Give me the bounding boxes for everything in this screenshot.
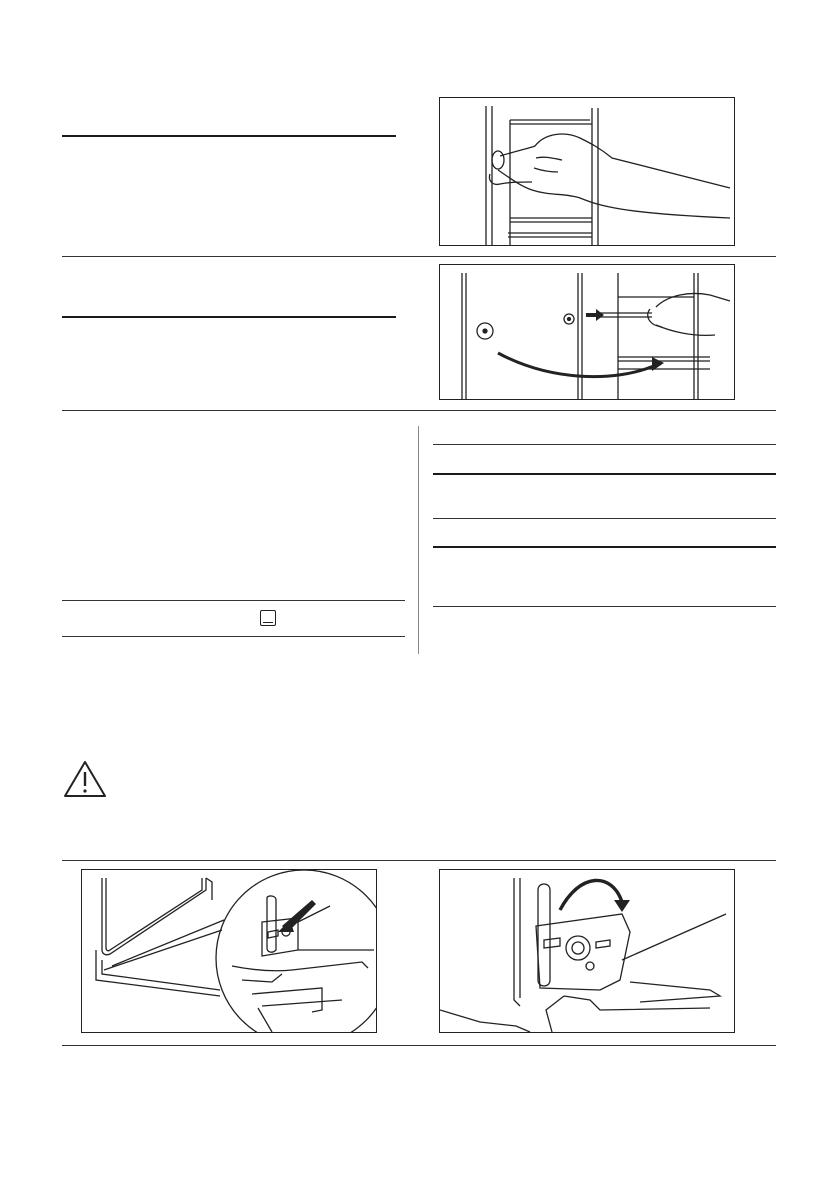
right-col-rule-5 [433,606,776,607]
right-col-rule-2 [433,473,776,475]
hand-removing-shelf-support-figure [439,97,735,246]
section2-rule-bottom [62,410,776,411]
section1-rule-bottom [62,256,776,257]
bottom-section-rule-bottom [62,1045,776,1046]
warning-triangle-icon [63,760,107,798]
left-col-rule-1 [62,600,405,601]
right-col-rule-3 [433,518,776,519]
door-hinge-rotate-figure [439,869,735,1033]
section1-rule-top [62,135,396,137]
door-hinge-lever-figure [81,869,377,1033]
column-divider [418,426,419,654]
right-col-rule-4 [433,546,776,548]
left-col-rule-2 [62,636,405,637]
bottom-section-rule-top [62,860,776,861]
right-col-rule-1 [433,444,776,445]
section2-rule-top [62,316,396,318]
shelf-support-rotation-figure [439,264,735,400]
square-oven-symbol-icon [260,610,276,626]
